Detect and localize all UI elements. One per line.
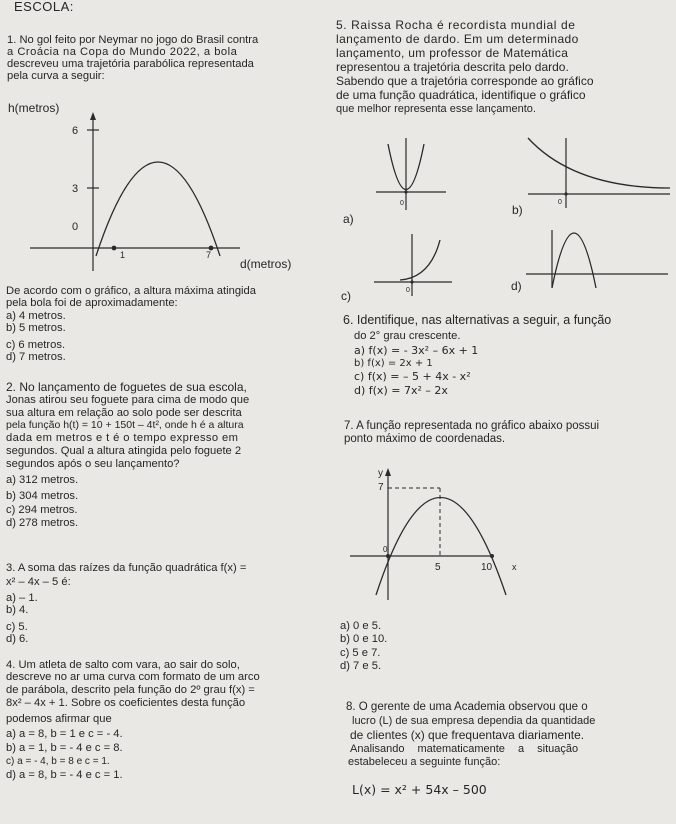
q3-stem-line: 3. A soma das raízes da função quadrática f(x) = [6, 562, 247, 574]
q3-option-d[interactable]: d) 6. [6, 633, 29, 645]
q2-stem-line: segundos. Qual a altura atingida pelo foguete 2 [6, 445, 242, 457]
q4-stem-line: 4. Um atleta de salto com vara, ao sair do solo, [6, 659, 240, 671]
q1-option-c[interactable]: c) 6 metros. [6, 339, 66, 351]
q6-option-d[interactable]: d) f(x) = 7x² – 2x [354, 384, 448, 397]
q7-parabola-graph [340, 460, 520, 610]
q5-graph-d[interactable] [511, 230, 668, 293]
q3-option-a[interactable]: a) – 1. [6, 592, 38, 604]
q7-tick-x10: 10 [481, 562, 493, 573]
q3-stem-line: x² – 4x – 5 é: [6, 576, 71, 588]
q4-option-c[interactable]: c) a = - 4, b = 8 e c = 1. [6, 756, 110, 767]
q2-stem-line: 2. No lançamento de foguetes de sua escola, [6, 380, 247, 394]
q1-graph-ylabel: h(metros) [8, 101, 60, 115]
q7-option-c[interactable]: c) 5 e 7. [340, 647, 381, 659]
q1-stem-line: descreveu uma trajetória parabólica representada [7, 58, 254, 70]
q2-stem-line: Jonas atirou seu foguete para cima de modo que [6, 394, 250, 406]
q1-tick-y3: 3 [72, 183, 79, 195]
q5-zero-a: 0 [400, 200, 404, 207]
q3-option-b[interactable]: b) 4. [6, 604, 29, 616]
q7-option-a[interactable]: a) 0 e 5. [340, 620, 382, 632]
q5-graph-options [330, 130, 676, 305]
q4-option-d[interactable]: d) a = 8, b = - 4 e c = 1. [6, 769, 123, 781]
q5-parabola-down [552, 233, 596, 288]
q5-zero-b: 0 [558, 199, 562, 206]
q7-graph-ylabel: y [378, 468, 383, 479]
q5-graph-c[interactable] [341, 234, 452, 303]
q4-option-a[interactable]: a) a = 8, b = 1 e c = - 4. [6, 728, 123, 740]
q5-label-c: c) [341, 289, 351, 303]
q5-decreasing-curve [528, 138, 670, 188]
q7-parabola-curve [376, 498, 506, 596]
q2-option-c[interactable]: c) 294 metros. [6, 504, 78, 516]
q5-stem-line: lançamento de dardo. Em um determinado [336, 32, 579, 46]
q2-stem-line: segundos após o seu lançamento? [6, 458, 180, 470]
q1-tick-x1: 1 [120, 250, 126, 260]
q4-option-b[interactable]: b) a = 1, b = - 4 e c = 8. [6, 742, 123, 754]
q1-stem-line: pela curva a seguir: [7, 70, 105, 82]
q1-option-d[interactable]: d) 7 metros. [6, 351, 66, 363]
q6-stem-line: do 2° grau crescente. [354, 330, 461, 342]
q7-tick-y7: 7 [378, 482, 384, 493]
q5-stem-line: lançamento, um professor de Matemática [336, 46, 569, 60]
q5-stem-line: Sabendo que a trajetória corresponde ao gráfico [336, 74, 594, 88]
q5-zero-c: 0 [406, 287, 410, 294]
q6-option-b[interactable]: b) f(x) = 2x + 1 [354, 358, 433, 369]
q8-stem-line: lucro (L) de sua empresa dependia da quantidade [352, 715, 596, 727]
q5-stem-line: que melhor representa esse lançamento. [336, 103, 536, 115]
q1-after-line: pela bola foi de aproximadamente: [6, 297, 178, 309]
q7-stem-line: 7. A função representada no gráfico abaixo possui [344, 420, 600, 432]
q5-label-a: a) [343, 212, 354, 226]
q5-label-b: b) [512, 203, 523, 217]
q1-after-line: De acordo com o gráfico, a altura máxima atingida [6, 285, 256, 297]
q2-option-a[interactable]: a) 312 metros. [6, 474, 79, 486]
q1-stem-line: a Croácia na Copa do Mundo 2022, a bola [7, 46, 238, 58]
q2-stem-line: dada em metros e t é o tempo expresso em [6, 432, 239, 444]
q7-stem-line: ponto máximo de coordenadas. [344, 433, 506, 445]
q2-stem-line: sua altura em relação ao solo pode ser descrita [6, 407, 242, 419]
q6-option-c[interactable]: c) f(x) = – 5 + 4x - x² [354, 370, 471, 383]
q5-stem-line: 5. Raissa Rocha é recordista mundial de [336, 18, 576, 32]
q4-stem-line: de parábola, descrito pela função do 2º grau f(x) = [6, 684, 255, 696]
q5-graph-a[interactable] [343, 138, 446, 226]
q7-option-d[interactable]: d) 7 e 5. [340, 660, 382, 672]
q5-label-d: d) [511, 279, 522, 293]
q7-tick-x5: 5 [435, 562, 441, 573]
q7-option-b[interactable]: b) 0 e 10. [340, 633, 388, 645]
q2-option-d[interactable]: d) 278 metros. [6, 517, 79, 529]
q5-graph-b[interactable] [512, 138, 670, 217]
q5-stem-line: de uma função quadrática, identifique o gráfico [336, 88, 586, 102]
q3-option-c[interactable]: c) 5. [6, 621, 28, 633]
q1-tick-x7: 7 [206, 250, 212, 260]
q8-formula: L(x) = x² + 54x – 500 [352, 782, 487, 797]
q7-graph-xlabel: x [512, 562, 517, 572]
q5-stem-line: representou a trajetória descrita pelo dardo. [336, 60, 569, 74]
q1-stem-line: 1. No gol feito por Neymar no jogo do Brasil contra [7, 34, 259, 46]
q1-tick-y0: 0 [72, 221, 79, 233]
school-header: ESCOLA: [14, 0, 74, 14]
q5-rising-curve [400, 240, 440, 280]
q8-stem-line: de clientes (x) que frequentava diariamente. [350, 728, 585, 742]
q1-graph-xlabel: d(metros) [240, 257, 292, 271]
q8-stem-line: 8. O gerente de uma Academia observou que o [346, 701, 588, 713]
q4-stem-line: descreve no ar uma curva com formato de um arco [6, 671, 260, 683]
q4-stem-line: podemos afirmar que [6, 713, 112, 725]
q7-tick-x0: 0 [383, 545, 388, 554]
q1-option-b[interactable]: b) 5 metros. [6, 322, 66, 334]
q4-stem-line: 8x² – 4x + 1. Sobre os coeficientes desta função [6, 697, 246, 709]
q1-parabola-curve [96, 162, 220, 256]
q1-option-a[interactable]: a) 4 metros. [6, 310, 66, 322]
q6-option-a[interactable]: a) f(x) = - 3x² – 6x + 1 [354, 344, 479, 357]
q8-stem-line: Analisando matematicamente a situação [350, 743, 579, 755]
q1-parabola-graph [0, 96, 320, 281]
q8-stem-line: estabeleceu a seguinte função: [348, 756, 501, 768]
q2-stem-line: pela função h(t) = 10 + 150t – 4t², onde h é a altura [6, 419, 244, 431]
q1-tick-y6: 6 [72, 125, 79, 137]
q6-stem-line: 6. Identifique, nas alternativas a seguir, a função [343, 313, 612, 327]
q2-option-b[interactable]: b) 304 metros. [6, 490, 79, 502]
